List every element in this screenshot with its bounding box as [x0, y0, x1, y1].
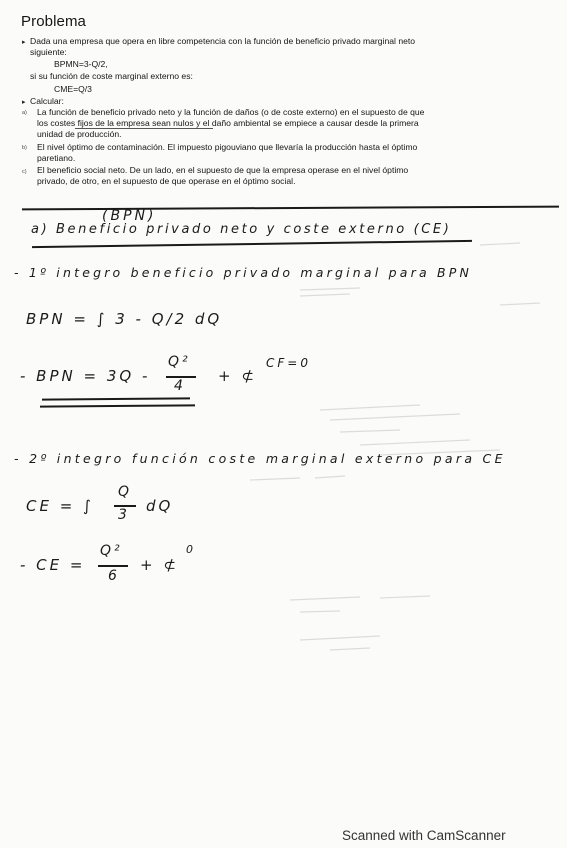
equation-bpn-constant: + ⊄ [218, 367, 257, 385]
section-a-heading: a) Beneficio privado neto y coste externo (CE) [31, 222, 452, 237]
item-c-line-1: El beneficio social neto. De un lado, en el supuesto de que la empresa operase en el nivel óptimo [37, 165, 409, 175]
item-c-marker: c) [22, 169, 27, 175]
calcular-label: Calcular: [30, 96, 64, 106]
item-c-line-2: privado, de otro, en el supuesto de que operase en el óptimo social. [37, 176, 296, 186]
equation-cf-note: CF=0 [266, 356, 311, 370]
equation-bpn-denominator: 4 [174, 378, 186, 394]
equation-ce-numerator: Q [118, 484, 133, 500]
scanner-watermark: Scanned with CamScanner [342, 828, 506, 843]
equation-bpn-result-left: - BPN = 3Q - [20, 367, 151, 385]
equation-ce-constant: + ⊄ [140, 556, 179, 574]
equation-ce-integral: CE = ∫ [26, 497, 94, 515]
item-b-line-2: paretiano. [37, 153, 76, 163]
statement-line-3: si su función de coste marginal externo es: [30, 71, 193, 81]
equation-ce-denominator: 3 [118, 507, 130, 523]
step-1-text: - 1º integro beneficio privado marginal para BPN [14, 265, 473, 280]
equation-bpn-integral: BPN = ∫ 3 - Q/2 dQ [26, 310, 223, 328]
equation-ce-result-denominator: 6 [108, 568, 120, 584]
bullet-icon: ▸ [22, 39, 26, 46]
equation-ce-result-left: - CE = [20, 556, 86, 574]
statement-line-1: Dada una empresa que opera en libre competencia con la función de beneficio privado marginal neto [30, 36, 416, 46]
item-a-line-3: unidad de producción. [37, 129, 122, 139]
equation-ce-differential: dQ [146, 497, 174, 515]
bpn-annotation: (BPN) [102, 208, 157, 224]
step-2-text: - 2º integro función coste marginal externo para CE [14, 451, 506, 466]
item-a-line-1: La función de beneficio privado neto y la función de daños (o de coste externo) en el supuesto de que [37, 107, 425, 117]
equation-ce-result-numerator: Q² [100, 543, 123, 559]
statement-line-2: siguiente: [30, 47, 67, 57]
item-b-line-1: El nivel óptimo de contaminación. El impuesto pigouviano que llevaría la producción hasta el óptimo [37, 142, 418, 152]
item-b-marker: b) [22, 145, 27, 151]
equation-bpn-numerator: Q² [168, 354, 191, 370]
equation-ce-zero-superscript: 0 [186, 543, 196, 556]
bpmn-formula: BPMN=3-Q/2, [54, 59, 108, 69]
item-a-marker: a) [22, 110, 27, 116]
cme-formula: CME=Q/3 [54, 84, 92, 94]
item-a-line-2: los costes fijos de la empresa sean nulos y el daño ambiental se empiece a causar desde la primera [37, 118, 419, 128]
bullet-icon: ▸ [22, 99, 26, 106]
page-title: Problema [21, 13, 86, 30]
